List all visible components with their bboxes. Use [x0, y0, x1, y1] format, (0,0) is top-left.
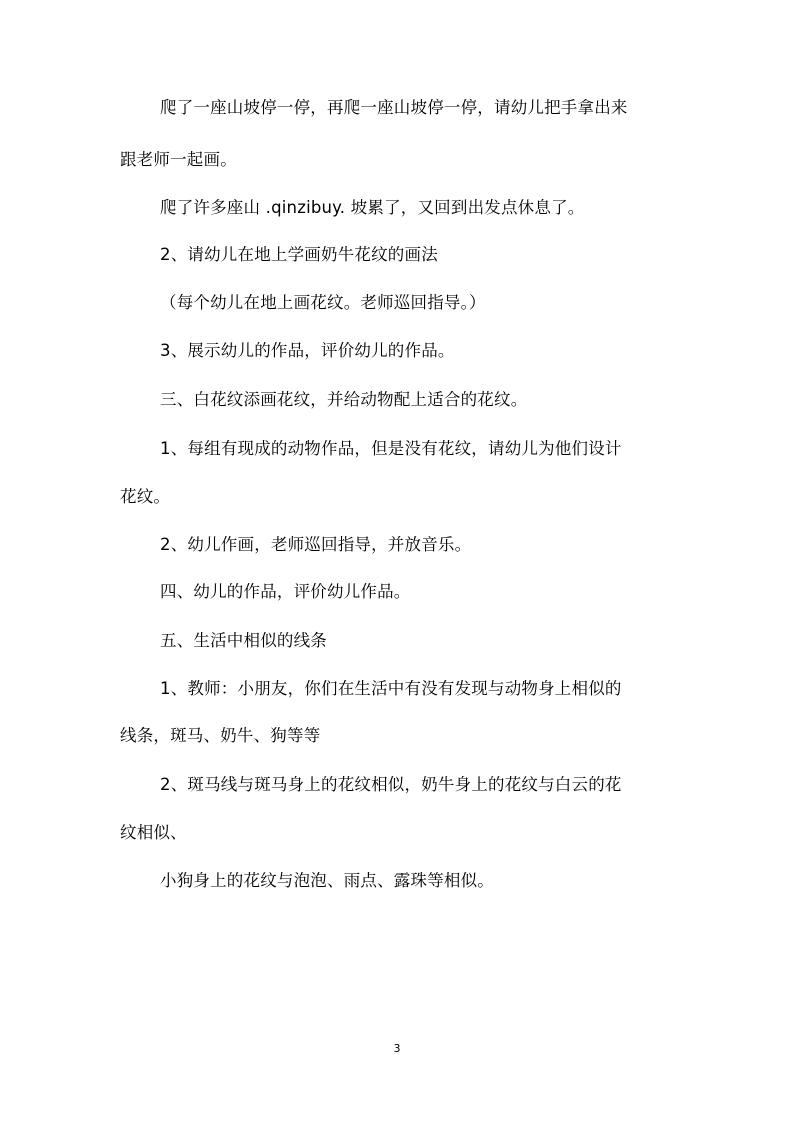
text-line: 跟老师一起画。	[120, 150, 237, 169]
text-line: 3、展示幼儿的作品，评价幼儿的作品。	[160, 341, 455, 360]
text-line: 四、幼儿的作品，评价幼儿作品。	[160, 582, 411, 601]
text-line: 小狗身上的花纹与泡泡、雨点、露珠等相似。	[160, 871, 494, 890]
text-line: 爬了一座山坡停一停，再爬一座山坡停一停，请幼儿把手拿出来	[160, 98, 628, 117]
text-line: 1、每组有现成的动物作品，但是没有花纹，请幼儿为他们设计	[160, 439, 622, 458]
text-line: 2、请幼儿在地上学画奶牛花纹的画法	[160, 245, 438, 264]
text-line: 爬了许多座山 .qinzibuy. 坡累了，又回到出发点休息了。	[160, 198, 585, 217]
text-line: 三、白花纹添画花纹，并给动物配上适合的花纹。	[160, 390, 528, 409]
text-line: 五、生活中相似的线条	[160, 631, 327, 650]
text-line: （每个幼儿在地上画花纹。老师巡回指导。）	[160, 293, 486, 312]
text-line: 2、斑马线与斑马身上的花纹相似，奶牛身上的花纹与白云的花	[160, 775, 622, 794]
text-line: 线条，斑马、奶牛、狗等等	[120, 726, 321, 745]
text-line: 2、幼儿作画，老师巡回指导，并放音乐。	[160, 535, 472, 554]
text-line: 1、教师：小朋友，你们在生活中有没有发现与动物身上相似的	[160, 679, 622, 698]
text-line: 纹相似、	[120, 823, 187, 842]
page-number: 3	[393, 1042, 401, 1055]
text-line: 花纹。	[120, 487, 171, 506]
